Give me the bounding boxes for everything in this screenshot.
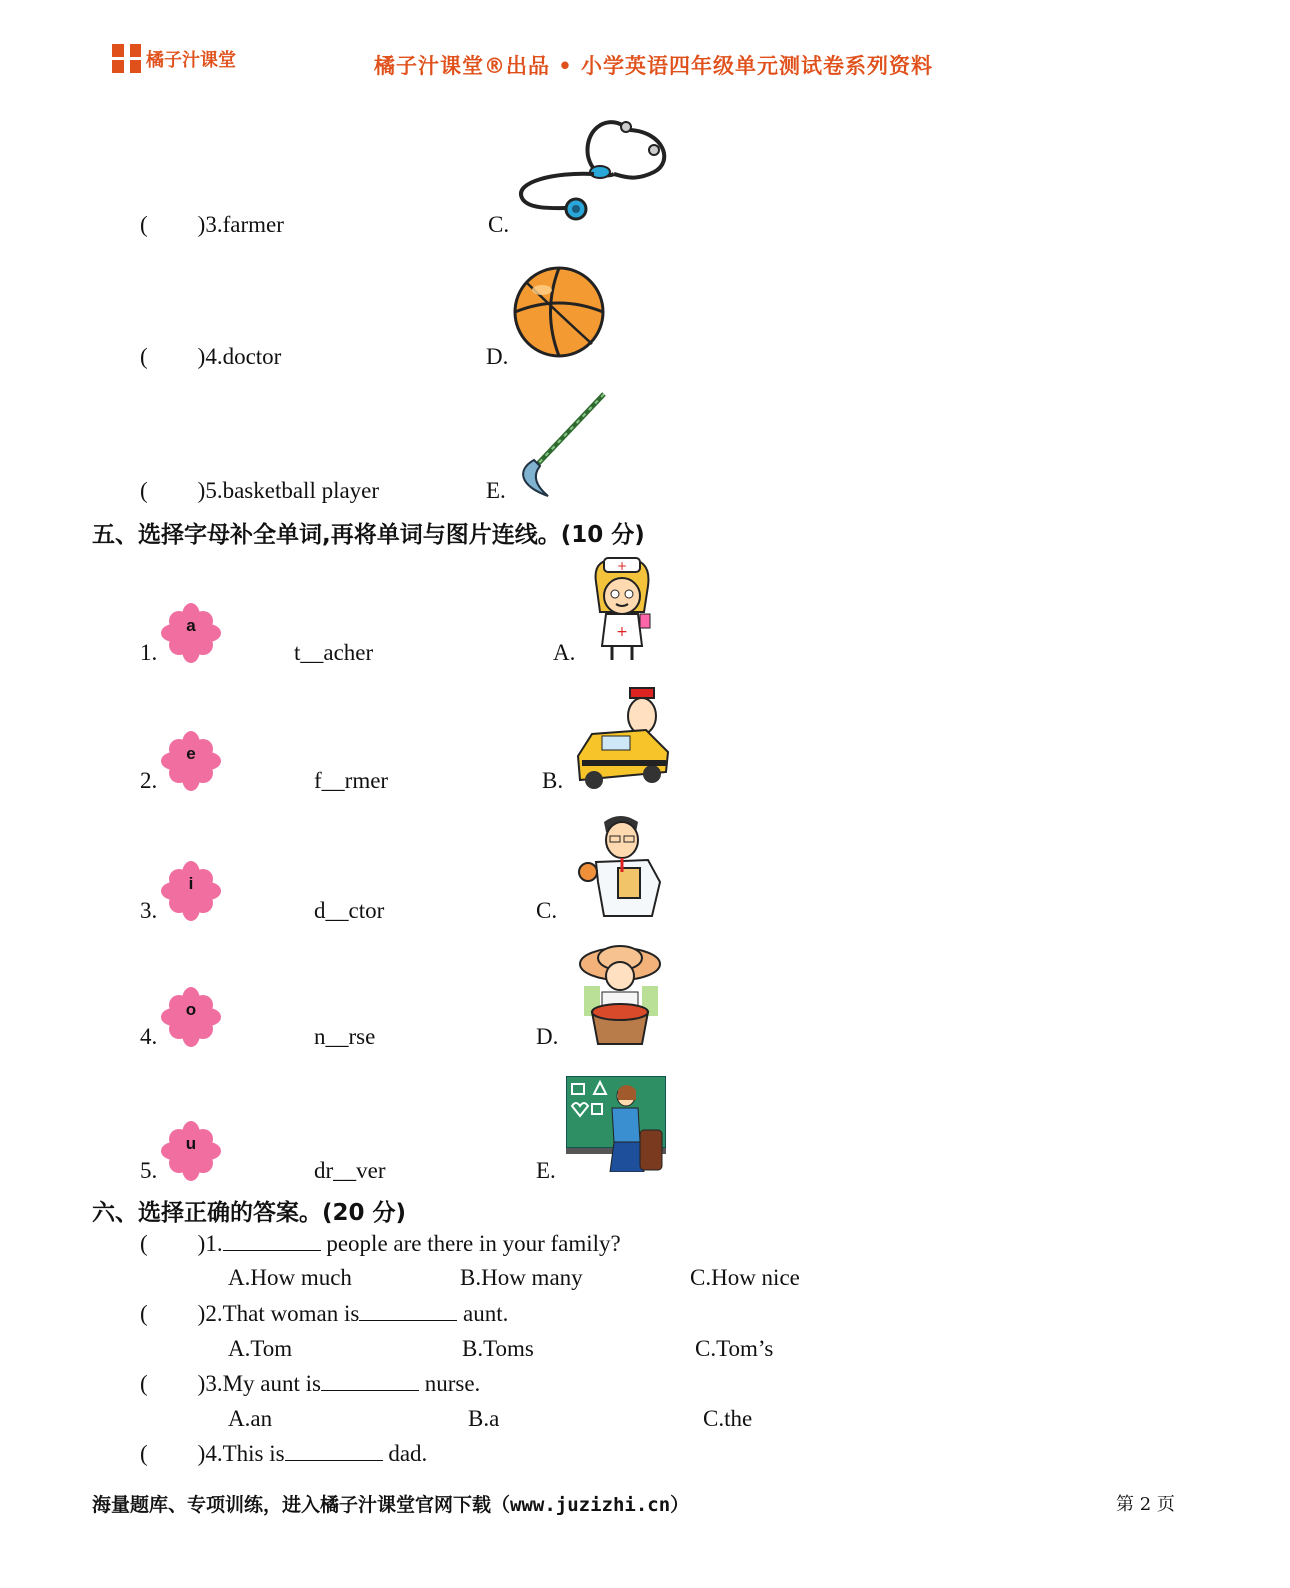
question-4: ( )4.This is dad. (140, 1441, 428, 1466)
option-label: E. (486, 478, 506, 503)
section5-item-number: 4. (140, 1024, 158, 1049)
option-label: A. (553, 640, 576, 665)
answer-blank[interactable] (359, 1302, 457, 1321)
nurse-image (582, 556, 662, 667)
hoe-image (512, 390, 612, 505)
basketball-image (512, 264, 608, 365)
teacher-image (566, 1076, 666, 1177)
section5-item-number: 1. (140, 640, 158, 665)
answer-blank[interactable] (223, 1232, 321, 1251)
question-1: ( )1. people are there in your family? (140, 1231, 621, 1256)
answer-blank[interactable] (321, 1372, 419, 1391)
option-label: D. (486, 344, 509, 369)
option-c: C.Tom’s (695, 1336, 774, 1361)
svg-text:+: + (616, 624, 628, 640)
question-2: ( )2.That woman is aunt. (140, 1301, 509, 1326)
taxi-driver-image (572, 686, 672, 797)
word-blank: n__rse (314, 1024, 376, 1049)
option-a: A.Tom (228, 1336, 293, 1361)
option-b: B.How many (460, 1265, 583, 1290)
svg-text:+: + (616, 559, 628, 573)
option-a: A.an (228, 1406, 273, 1431)
brand-logo-text: 橘子汁课堂 (146, 50, 236, 71)
option-label: C. (536, 898, 558, 923)
section4-item-4: ( )4.doctor (140, 344, 282, 369)
page-number: 第 2 页 (1116, 1494, 1175, 1515)
flower-letter-u: u (160, 1120, 222, 1182)
flower-letter-o: o (160, 986, 222, 1048)
section5-item-number: 5. (140, 1158, 158, 1183)
section4-item-3: ( )3.farmer (140, 212, 284, 237)
doctor-image (574, 812, 670, 925)
word-blank: t__acher (294, 640, 374, 665)
option-b: B.a (468, 1406, 500, 1431)
section4-item-5: ( )5.basketball player (140, 478, 380, 503)
answer-blank[interactable] (285, 1442, 383, 1461)
option-label: B. (542, 768, 564, 793)
brand-logo-icon (110, 42, 144, 74)
option-a: A.How much (228, 1265, 352, 1290)
page-header-title: 橘子汁课堂®出品 • 小学英语四年级单元测试卷系列资料 (374, 54, 934, 78)
word-blank: dr__ver (314, 1158, 386, 1183)
section5-item-number: 3. (140, 898, 158, 923)
option-label: D. (536, 1024, 559, 1049)
flower-letter-a: a (160, 602, 222, 664)
farmer-image (572, 940, 668, 1053)
option-b: B.Toms (462, 1336, 534, 1361)
option-c: C.the (703, 1406, 753, 1431)
flower-letter-e: e (160, 730, 222, 792)
stethoscope-image (514, 112, 674, 229)
section6-title: 六、选择正确的答案。(20 分) (92, 1200, 407, 1226)
word-blank: d__ctor (314, 898, 385, 923)
section5-item-number: 2. (140, 768, 158, 793)
option-label: C. (488, 212, 510, 237)
flower-letter-i: i (160, 860, 222, 922)
section5-title: 五、选择字母补全单词,再将单词与图片连线。(10 分) (92, 522, 645, 548)
word-blank: f__rmer (314, 768, 389, 793)
option-label: E. (536, 1158, 556, 1183)
question-3: ( )3.My aunt is nurse. (140, 1371, 481, 1396)
footer-promo-text: 海量题库、专项训练，进入橘子汁课堂官网下载（www.juzizhi.cn） (92, 1494, 690, 1516)
option-c: C.How nice (690, 1265, 800, 1290)
